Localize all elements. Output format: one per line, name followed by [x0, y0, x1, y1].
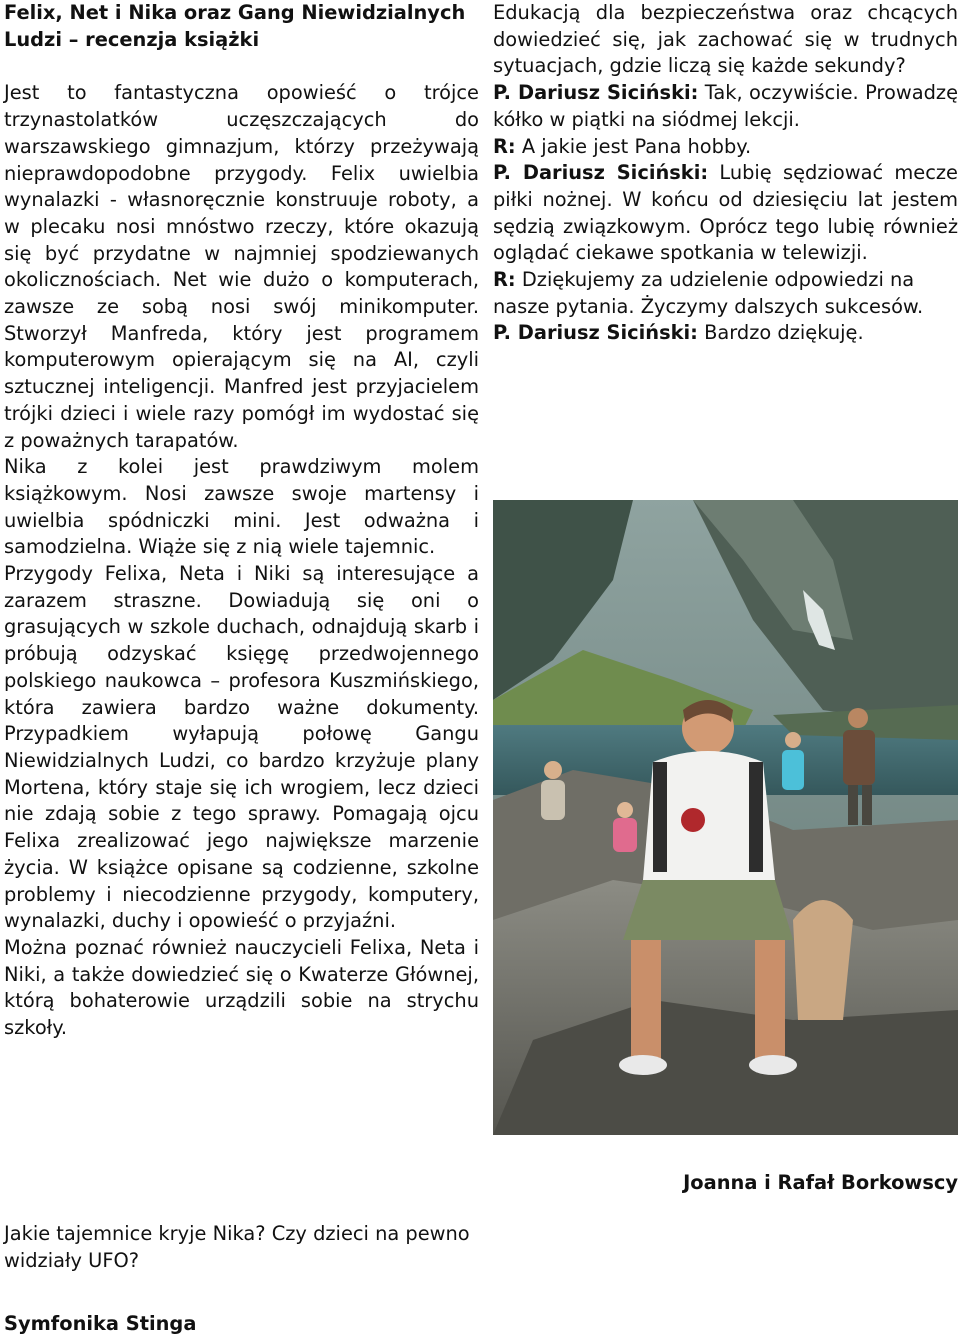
answer-text: Lubię sędziować mecze piłki nożnej. W końcu od dziesięciu lat jestem sędzią związkowym. Oprócz tego lubię również oglądać ciekawe spotkania w telewizji. — [493, 161, 958, 265]
review-paragraph-2: Nika z kolei jest prawdziwym molem książkowym. Nosi zawsze swoje martensy i uwielbia spódniczki mini. Jest odważna i samodzielna. Wiąże się z nią wiele tajemnic. — [4, 455, 479, 559]
review-closing: Jakie tajemnice kryje Nika? Czy dzieci na pewno widziały UFO? — [4, 1222, 470, 1272]
interview-line — [493, 160, 958, 267]
interview-line — [493, 134, 958, 161]
review-paragraph-3: Przygody Felixa, Neta i Niki są interesujące a zarazem straszne. Dowiadują się oni o grasujących w szkole duchach, odnajdują skarb i próbują odzyskać księgę przedwojennego polskiego naukowca – profesora Kuszmińskiego, która zawiera bardzo ważne dokumenty. Przypadkiem wyłapują połowę Gangu Niewidzialnych Ludzi, co bardzo krzyżuje plany Mortena, który staje się ich wrogiem, lecz dzieci nie zdają sobie z tego sprawy. Pomagają ojcu Felixa zrealizować jego największe marzenie życia. W książce opisane są codzienne, szkolne problemy i niecodzienne przygody, komputery, wynalazki, duchy i opowieść o przyjaźni. — [4, 562, 479, 933]
answer-text: Tak, oczywiście. Prowadzę kółko w piątki na siódmej lekcji. — [493, 81, 959, 131]
speaker-label: P. Dariusz Siciński: — [493, 321, 698, 345]
interview-line — [493, 320, 958, 347]
interview-line — [493, 80, 958, 133]
review-column — [4, 0, 479, 1042]
interview-intro: Edukacją dla bezpieczeństwa oraz chcących dowiedzieć się, jak zachować się w trudnych sytuacjach, gdzie liczą się każde sekundy? — [493, 1, 958, 78]
mountain-lake-photo — [493, 500, 958, 1135]
speaker-label: P. Dariusz Siciński: — [493, 81, 699, 105]
answer-text: Bardzo dziękuję. — [697, 321, 864, 345]
interview-column — [493, 0, 958, 347]
next-article-title: Symfonika Stinga — [4, 1312, 197, 1336]
speaker-label: P. Dariusz Siciński: — [493, 161, 709, 185]
photo-caption: Joanna i Rafał Borkowscy — [683, 1171, 958, 1195]
interview-line — [493, 267, 958, 320]
interview-photo — [493, 500, 958, 1135]
question-text: A jakie jest Pana hobby. — [515, 134, 752, 158]
speaker-label: R: — [493, 268, 516, 292]
review-paragraph-4: Można poznać również nauczycieli Felixa, Neta i Niki, a także dowiedzieć się o Kwaterze Głównej, którą bohaterowie urządzili sobie na strychu szkoły. — [4, 935, 479, 1040]
question-text: Dziękujemy za udzielenie odpowiedzi na nasze pytania. Życzymy dalszych sukcesów. — [493, 268, 924, 318]
review-title: Felix, Net i Nika oraz Gang Niewidzialnych Ludzi – recenzja książki — [4, 1, 466, 51]
review-paragraph-1: Jest to fantastyczna opowieść o trójce trzynastolatków uczęszczających do warszawskiego gimnazjum, którzy przeżywają nieprawdopodobne przygody. Felix uwielbia wynalazki - własnoręcznie konstruuje roboty, a w plecaku nosi mnóstwo rzeczy, które okazują się być przydatne w najmniej spodziewanych okolicznościach. Net wie dużo o komputerach, zawsze ze sobą nosi swój minikomputer. Stworzył Manfreda, który jest programem komputerowym opierającym się na AI, czyli sztucznej inteligencji. Manfred jest przyjacielem trójki dzieci i wiele razy pomógł im wydostać się z poważnych tarapatów. — [4, 81, 479, 452]
speaker-label: R: — [493, 134, 516, 158]
